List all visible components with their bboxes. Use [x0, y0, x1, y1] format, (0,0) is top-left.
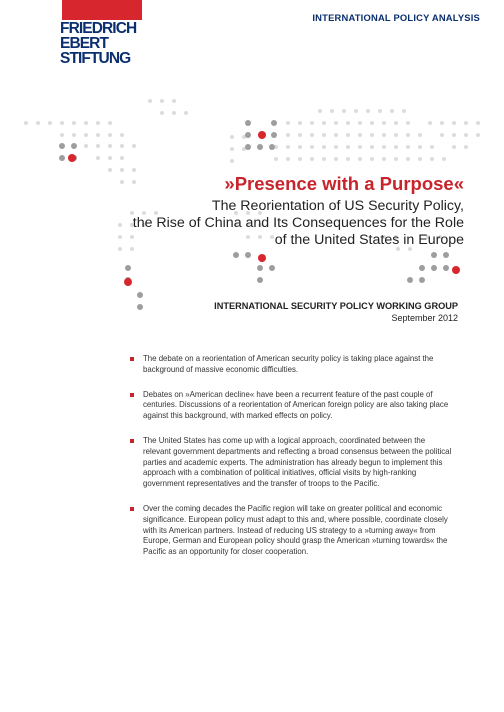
bullet-text: The United States has come up with a logical approach, coordinated between the relevant government departments and reflecting a broad consensus between the political parties and academic experts. The administration has already begun to implement this approach with a combination of political initiatives, official visits by high-ranking government representatives and the transfer of troops to the Pacific.	[143, 435, 452, 489]
bullet-square-icon	[130, 357, 134, 361]
subtitle-line-3: of the United States in Europe	[274, 232, 464, 248]
list-item	[130, 504, 452, 558]
publication-date: September 2012	[391, 313, 458, 323]
logo-line-2: EBERT	[60, 35, 109, 52]
bullet-text: Debates on »American decline« have been a recurrent feature of the past couple of centuries. Discussions of a reorientation of American foreign policy are also taking place against this background, with marked effects on policy.	[143, 389, 449, 421]
list-item	[130, 390, 452, 422]
series-label: INTERNATIONAL POLICY ANALYSIS	[312, 12, 480, 23]
logo-line-3: STIFTUNG	[60, 50, 131, 67]
subtitle-line-2: the Rise of China and Its Consequences for the Role	[132, 215, 464, 231]
bullet-square-icon	[130, 393, 134, 397]
summary-bullet-list	[130, 354, 452, 572]
bullet-square-icon	[130, 439, 134, 443]
dot-world-map-graphic	[0, 0, 504, 330]
list-item	[130, 436, 452, 490]
document-subtitle	[24, 198, 464, 249]
bullet-text: Over the coming decades the Pacific region will take on greater political and economic significance. European policy must adapt to this and, where possible, coordinate closely with its American partners. Instead of reducing US strategy to a »turning away« from Europe, German and European policy should grasp the American »turning towards« the Pacific as an opportunity for closer cooperation.	[143, 503, 448, 557]
list-item	[130, 354, 452, 376]
logo-line-1: FRIEDRICH	[60, 20, 137, 37]
bullet-text: The debate on a reorientation of American security policy is taking place against the background of massive economic difficulties.	[143, 354, 434, 374]
working-group-name: INTERNATIONAL SECURITY POLICY WORKING GROUP	[214, 301, 458, 311]
bullet-square-icon	[130, 507, 134, 511]
document-title: »Presence with a Purpose«	[224, 173, 464, 194]
subtitle-line-1: The Reorientation of US Security Policy,	[211, 198, 464, 214]
